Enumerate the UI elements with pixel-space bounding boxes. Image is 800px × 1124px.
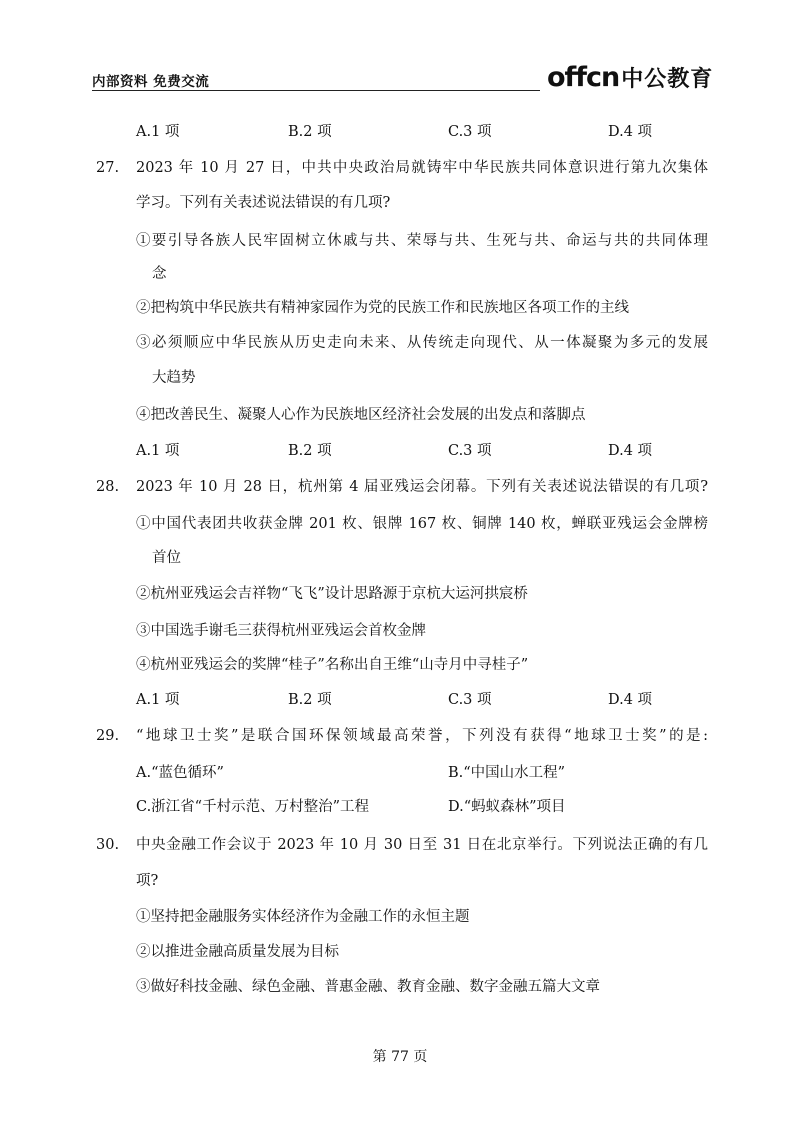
page-header [92, 62, 714, 94]
q27-number: 27. [96, 160, 120, 176]
q29-number: 29. [96, 728, 120, 744]
header-label: 内部资料 免费交流 [92, 74, 210, 90]
q29-option-c: C.浙江省“千村示范、万村整治”工程 [136, 799, 370, 815]
logo-cn-text: 中公教育 [621, 67, 714, 92]
logo-latin-text: offcn [547, 62, 620, 93]
offcn-logo [547, 62, 713, 94]
q27-option-c: C.3 项 [448, 443, 492, 459]
q28-option-d: D.4 项 [608, 692, 653, 708]
q30-number: 30. [96, 837, 120, 853]
q29-option-b: B.“中国山水工程” [448, 765, 566, 781]
q29-option-a: A.“蓝色循环” [136, 765, 224, 781]
q28-number: 28. [96, 479, 120, 495]
q28-option-c: C.3 项 [448, 692, 492, 708]
q26-option-d: D.4 项 [608, 124, 653, 140]
header-rule [92, 90, 540, 91]
q26-option-a: A.1 项 [136, 124, 180, 140]
q26-option-c: C.3 项 [448, 124, 492, 140]
q27-option-d: D.4 项 [608, 443, 653, 459]
page-number: 第 77 页 [372, 1049, 428, 1065]
q28-option-b: B.2 项 [288, 692, 332, 708]
q28-option-a: A.1 项 [136, 692, 180, 708]
q27-option-b: B.2 项 [288, 443, 332, 459]
q29-option-d: D.“蚂蚁森林”项目 [448, 799, 566, 815]
q27-option-a: A.1 项 [136, 443, 180, 459]
q26-option-b: B.2 项 [288, 124, 332, 140]
